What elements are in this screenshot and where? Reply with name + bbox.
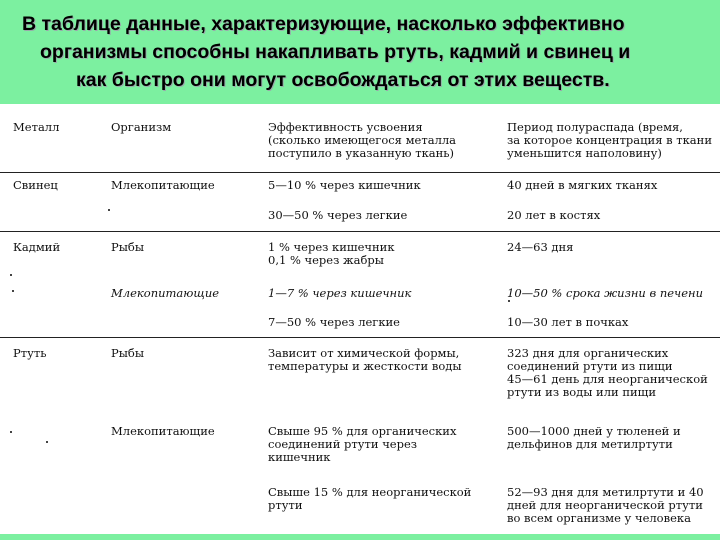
efficiency-line: Зависит от химической формы, [268,346,460,360]
column-header-organism: Организм [111,120,172,134]
efficiency-line: кишечник [268,450,331,464]
efficiency-cadmium-intestine: 1—7 % через кишечник [268,286,412,300]
efficiency-line: Свыше 15 % для неорганической [268,485,472,499]
organism-lead-mammals: Млекопитающие [111,178,215,192]
scan-speck [10,431,12,433]
halflife-line: дней для неорганической ртути [507,498,703,512]
efficiency-mercury-organic [268,425,456,464]
halflife-line: во всем организме у человека [507,511,691,525]
halflife-lead-bones: 20 лет в костях [507,208,601,222]
efficiency-line: соединений ртути через [268,437,418,451]
halflife-line: 52—93 дня для метилртути и 40 [507,485,704,499]
efficiency-lead-lungs: 30—50 % через легкие [268,208,408,222]
halflife-mercury-fish [507,347,708,399]
efficiency-lead-intestine: 5—10 % через кишечник [268,178,421,192]
metal-mercury: Ртуть [13,346,47,360]
efficiency-mercury-inorganic [268,486,471,512]
halflife-line: 45—61 день для неорганической [507,372,708,386]
title-line-3: как быстро они могут освобождаться от этих веществ. [76,69,610,91]
halflife-line: дельфинов для метилртути [507,437,673,451]
column-header-efficiency [268,121,456,160]
halflife-header-line: за которое концентрация в ткани [507,133,712,147]
metal-accumulation-table [0,104,720,534]
halflife-cadmium-fish: 24—63 дня [507,240,574,254]
column-header-metal: Металл [13,120,60,134]
organism-cadmium-mammals: Млекопитающие [111,286,220,300]
organism-cadmium-fish: Рыбы [111,240,144,254]
slide-header [0,0,720,104]
efficiency-line: Свыше 95 % для органических [268,424,457,438]
metal-cadmium: Кадмий [13,240,61,254]
halflife-header-line: уменьшится наполовину) [507,146,662,160]
halflife-cadmium-liver: 10—50 % срока жизни в печени [507,286,703,300]
halflife-header-line: Период полураспада (время, [507,120,683,134]
efficiency-header-line: поступило в указанную ткань) [268,146,455,160]
efficiency-header-line: Эффективность усвоения [268,120,423,134]
scan-speck [508,300,510,302]
efficiency-line: 0,1 % через жабры [268,253,384,267]
title-line-1: В таблице данные, характеризующие, насколько эффективно [22,13,625,35]
slide-title [14,10,710,94]
header-divider [0,172,720,173]
organism-mercury-mammals: Млекопитающие [111,424,215,438]
halflife-mercury-seals [507,425,681,451]
metal-lead: Свинец [13,178,58,192]
row-divider-cadmium [0,337,720,338]
halflife-cadmium-kidneys: 10—30 лет в почках [507,315,629,329]
scan-speck [10,274,12,276]
efficiency-mercury-fish [268,347,461,373]
halflife-lead-soft-tissue: 40 дней в мягких тканях [507,178,658,192]
scan-speck [46,441,48,443]
halflife-line: 323 дня для органических [507,346,669,360]
efficiency-cadmium-lungs: 7—50 % через легкие [268,315,400,329]
bottom-accent-bar [0,534,720,540]
halflife-line: 500—1000 дней у тюленей и [507,424,681,438]
organism-mercury-fish: Рыбы [111,346,144,360]
halflife-mercury-human [507,486,704,525]
title-line-2: организмы способны накапливать ртуть, кадмий и свинец и [40,41,631,63]
efficiency-header-line: (сколько имеющегося металла [268,133,457,147]
efficiency-line: температуры и жесткости воды [268,359,462,373]
row-divider-lead [0,231,720,232]
halflife-line: ртути из воды или пищи [507,385,657,399]
halflife-line: соединений ртути из пищи [507,359,673,373]
column-header-halflife [507,121,712,160]
scan-speck [108,209,110,211]
efficiency-cadmium-fish [268,241,395,267]
efficiency-line: ртути [268,498,303,512]
scan-speck [12,290,14,292]
efficiency-line: 1 % через кишечник [268,240,395,254]
